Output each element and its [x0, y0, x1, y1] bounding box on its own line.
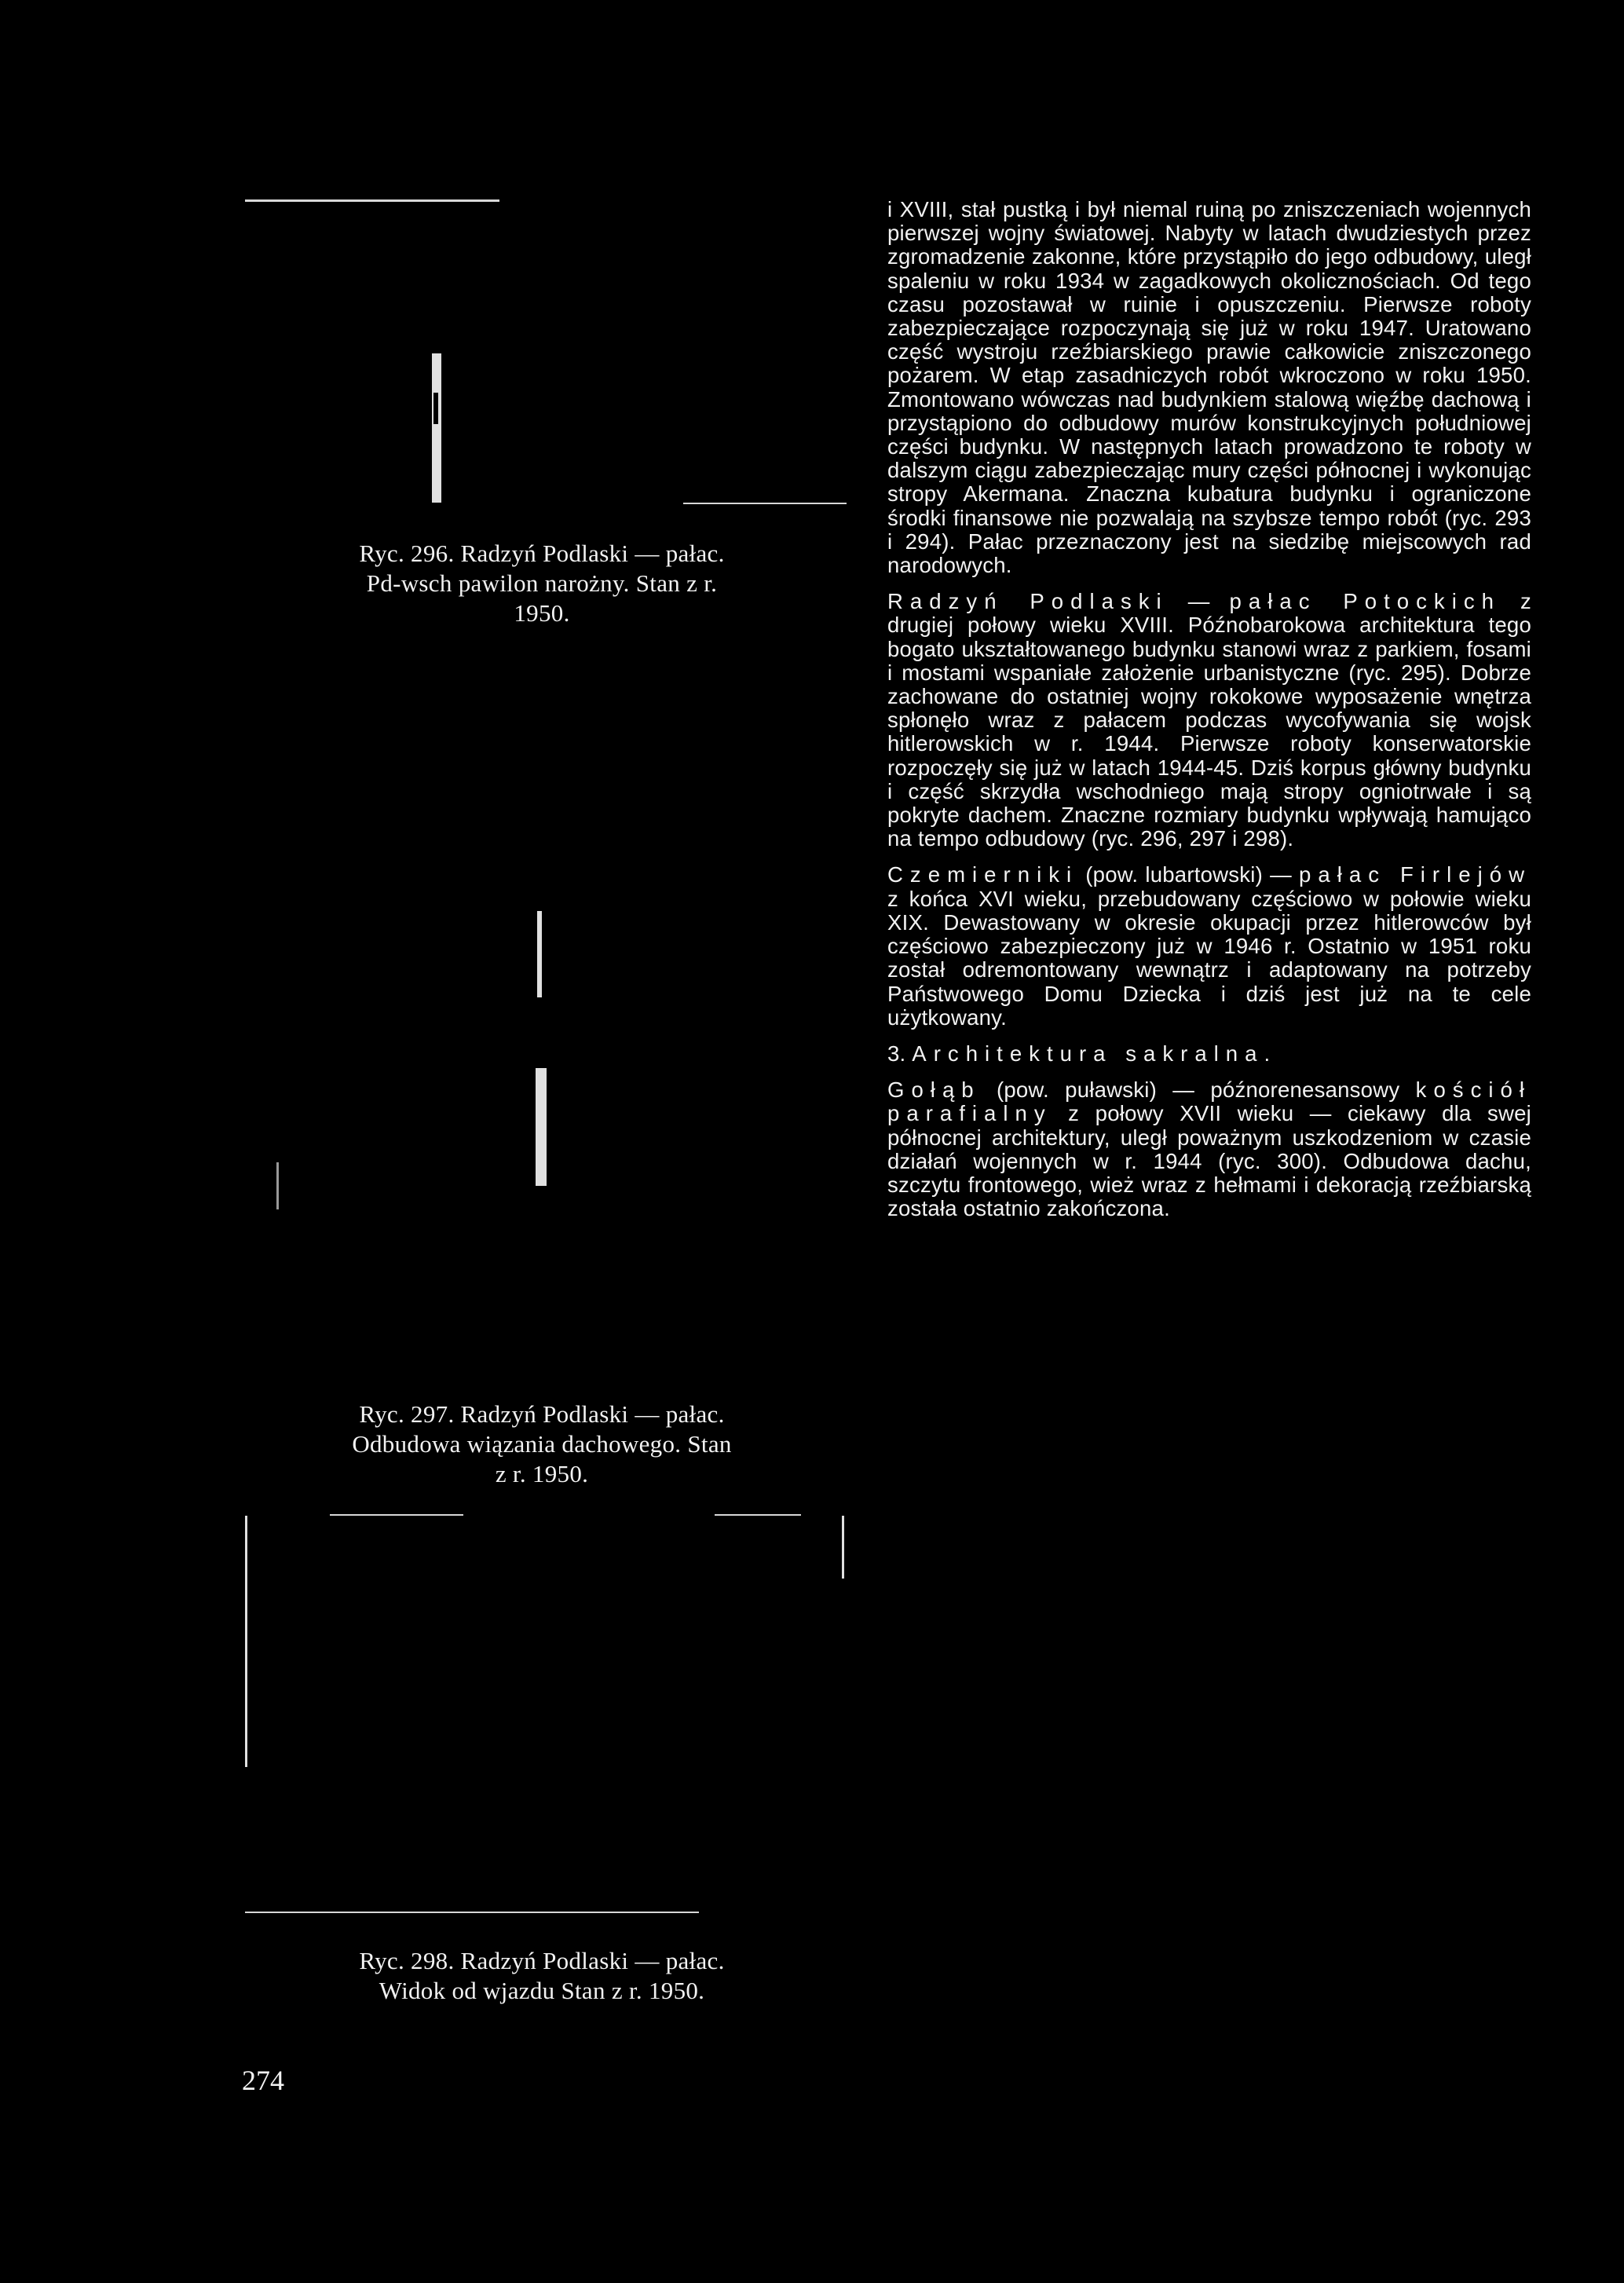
caption-line: Odbudowa wiązania dachowego. Stan [352, 1430, 732, 1458]
paragraph [887, 863, 1531, 1029]
figure-296-top-rule [245, 199, 499, 202]
place-name: Czemierniki [887, 862, 1079, 887]
figure-296-caption [243, 539, 840, 628]
section-title: Architektura sakralna. [912, 1041, 1278, 1066]
object-name: kościół parafialny [887, 1077, 1531, 1126]
caption-line: 1950. [514, 599, 570, 627]
object-name: pałac Firlejów [1299, 862, 1531, 887]
figure-298-top-rule-left [330, 1514, 463, 1516]
figure-296-edge-mark-small [433, 393, 438, 424]
county-name: (pow. puławski) — późnorenesansowy [996, 1077, 1400, 1103]
county-name: (pow. lubartowski) — [1085, 862, 1292, 887]
paragraph [887, 1078, 1531, 1220]
paragraph-text: z połowy XVII wieku — ciekawy dla swej północnej architektury, uległ poważnym uszkodzeniom w czasie działań wojennych w r. 1944 (ryc. 300). Odbudowa dachu, szczytu frontowego, wież wraz z hełmami i dekoracją rzeźbiarską została ostatnio zakończona. [887, 1101, 1531, 1221]
figure-297-caption [243, 1399, 840, 1489]
figure-298-right-edge [842, 1516, 844, 1579]
section-number: 3. [887, 1041, 906, 1066]
figure-296-bottom-rule [683, 503, 847, 504]
body-text-column [887, 198, 1531, 1220]
caption-line: Ryc. 298. Radzyń Podlaski — pałac. [359, 1947, 725, 1974]
paragraph-text: z drugiej połowy wieku XVIII. Późnobarokowa architektura tego bogato ukształtowanego budynku stanowi wraz z parkiem, fosami i mostami wspaniałe założenie urbanistyczne (ryc. 295). Dobrze zachowane do ostatniej wojny rokokowe wyposażenie wnętrza spłonęło wraz z pałacem podczas wycofywania się wojsk hitlerowskich w r. 1944. Pierwsze roboty konserwatorskie rozpoczęły się już w latach 1944-45. Dziś korpus główny budynku i część skrzydła wschodniego mają stropy ogniotrwałe i są pokryte dachem. Znaczne rozmiary budynku wpływają hamująco na tempo odbudowy (ryc. 296, 297 i 298). [887, 589, 1532, 851]
caption-line: Ryc. 297. Radzyń Podlaski — pałac. [359, 1400, 725, 1428]
figure-298-caption [243, 1946, 840, 2006]
figure-298-top-rule-right [715, 1514, 801, 1516]
paragraph: Radzyń Podlaski — pałac Potockich z drugiej połowy wieku XVIII. Późnobarokowa architektura tego bogato ukształtowanego budynku stanowi wraz z parkiem, fosami i mostami wspaniałe założenie urbanistyczne (ryc. 295). Dobrze zachowane do ostatniej wojny rokokowe wyposażenie wnętrza spłonęło wraz z pałacem podczas wycofywania się wojsk hitlerowskich w r. 1944. Pierwsze roboty konserwatorskie rozpoczęły się już w latach 1944-45. Dziś korpus główny budynku i część skrzydła wschodniego mają stropy ogniotrwałe i są pokryte dachem. Znaczne rozmiary budynku wpływają hamująco na tempo odbudowy (ryc. 296, 297 i 298). [887, 589, 1532, 851]
page-number: 274 [242, 2065, 284, 2096]
caption-line: Widok od wjazdu Stan z r. 1950. [379, 1977, 705, 2004]
place-name: Radzyń Podlaski [887, 589, 1169, 614]
caption-line: z r. 1950. [495, 1460, 589, 1487]
paragraph-text: z końca XVI wieku, przebudowany częściowo w połowie wieku XIX. Dewastowany w okresie okupacji przez hitlerowców był częściowo zabezpieczony już w 1946 r. Ostatnio w 1951 roku został odremontowany wewnątrz i adaptowany na potrzeby Państwowego Domu Dziecka i dziś jest już na te cele użytkowany. [887, 886, 1531, 1030]
place-name: Gołąb [887, 1077, 981, 1103]
section-heading [887, 1042, 1531, 1066]
figure-298-left-edge [245, 1516, 247, 1767]
object-name: pałac Potockich [1229, 589, 1501, 614]
caption-line: Ryc. 296. Radzyń Podlaski — pałac. [359, 540, 725, 567]
figure-297-edge-mark [537, 911, 542, 997]
figure-297-edge-mark-lower [536, 1068, 547, 1186]
figure-296-edge-mark [432, 353, 441, 503]
caption-line: Pd-wsch pawilon narożny. Stan z r. [366, 569, 718, 597]
figure-297-side-tick [276, 1162, 279, 1209]
figure-298-bottom-rule [245, 1912, 699, 1913]
paragraph: i XVIII, stał pustką i był niemal ruiną po zniszczeniach wojennych pierwszej wojny światowej. Nabyty w latach dwudziestych przez zgromadzenie zakonne, które przystąpiło do jego odbudowy, uległ spaleniu w roku 1934 w zagadkowych okolicznościach. Od tego czasu pozostawał w ruinie i opuszczeniu. Pierwsze roboty zabezpieczające rozpoczynają się już w roku 1947. Uratowano część wystroju rzeźbiarskiego prawie całkowicie zniszczonego pożarem. W etap zasadniczych robót wkroczono w roku 1950. Zmontowano wówczas nad budynkiem stalową więźbę dachową i przystąpiono do odbudowy murów konstrukcyjnych południowej części budynku. W następnych latach prowadzono te roboty w dalszym ciągu zabezpieczając mury części północnej i wykonując stropy Akermana. Znaczna kubatura budynku i ograniczone środki finansowe nie pozwalają na szybsze tempo robót (ryc. 293 i 294). Pałac przeznaczony jest na siedzibę miejscowych rad narodowych. [887, 197, 1531, 578]
